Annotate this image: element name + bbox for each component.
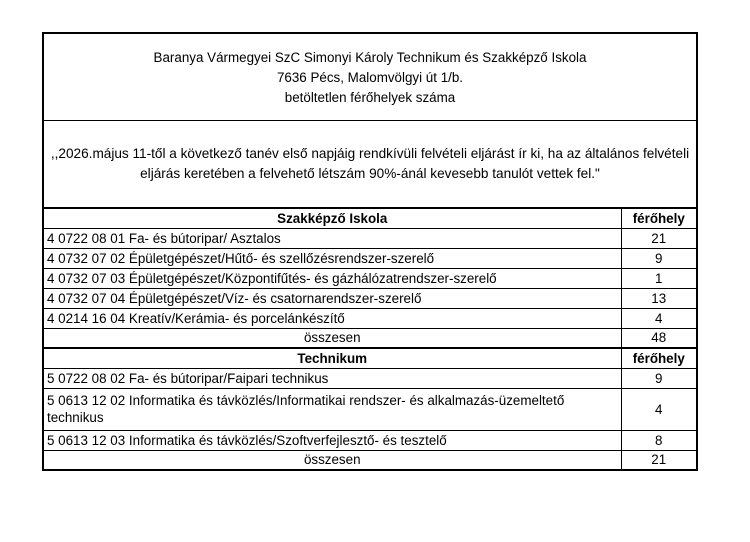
program-name: 5 0613 12 02 Informatika és távközlés/Informatikai rendszer- és alkalmazás-üzemeltető technikus: [43, 388, 621, 430]
table-row: [43, 308, 697, 328]
section-header-row: [43, 208, 697, 228]
sheet-subtitle: betöltetlen férőhelyek száma: [284, 90, 456, 105]
total-value: 48: [621, 328, 697, 348]
places-column-label: férőhely: [621, 208, 697, 228]
section-title: Technikum: [43, 348, 621, 368]
program-name: 5 0722 08 02 Fa- és bútoripar/Faipari technikus: [43, 368, 621, 388]
total-value: 21: [621, 450, 697, 470]
program-name: 4 0732 07 04 Épületgépészet/Víz- és csatornarendszer-szerelő: [43, 288, 621, 308]
section-title: Szakképző Iskola: [43, 208, 621, 228]
total-row: [43, 328, 697, 348]
notice-text: ,,2026.május 11-től a következő tanév első napjáig rendkívüli felvételi eljárást ír ki, ha az általános felvételi eljárás keretében a felvehető létszám 90%-ánál kevesebb tanulót vettek fel.": [43, 121, 697, 209]
notice-row: [43, 121, 697, 209]
program-name: 4 0732 07 03 Épületgépészet/Központifűtés- és gázhálózatrendszer-szerelő: [43, 268, 621, 288]
places-value: 13: [621, 288, 697, 308]
table-row: [43, 248, 697, 268]
table-row: [43, 368, 697, 388]
section-header-row: [43, 348, 697, 368]
table-row: [43, 228, 697, 248]
school-address: 7636 Pécs, Malomvölgyi út 1/b.: [276, 70, 464, 85]
places-value: 21: [621, 228, 697, 248]
program-name: 4 0732 07 02 Épületgépészet/Hűtő- és szellőzésrendszer-szerelő: [43, 248, 621, 268]
total-label: összesen: [43, 450, 621, 470]
total-row: [43, 450, 697, 470]
header-row: [43, 33, 697, 121]
total-label: összesen: [43, 328, 621, 348]
table-row: [43, 288, 697, 308]
vacancy-table: [42, 32, 698, 471]
places-value: 1: [621, 268, 697, 288]
school-name: Baranya Vármegyei SzC Simonyi Károly Technikum és Szakképző Iskola: [153, 50, 587, 65]
program-name: 4 0722 08 01 Fa- és bútoripar/ Asztalos: [43, 228, 621, 248]
vacancy-sheet: [42, 32, 696, 471]
places-value: 8: [621, 430, 697, 450]
header-cell: [43, 33, 697, 121]
table-row: [43, 268, 697, 288]
table-row: [43, 388, 697, 430]
places-value: 9: [621, 248, 697, 268]
table-row: [43, 430, 697, 450]
places-value: 9: [621, 368, 697, 388]
program-name: 5 0613 12 03 Informatika és távközlés/Szoftverfejlesztő- és tesztelő: [43, 430, 621, 450]
places-column-label: férőhely: [621, 348, 697, 368]
program-name: 4 0214 16 04 Kreatív/Kerámia- és porcelánkészítő: [43, 308, 621, 328]
places-value: 4: [621, 388, 697, 430]
places-value: 4: [621, 308, 697, 328]
